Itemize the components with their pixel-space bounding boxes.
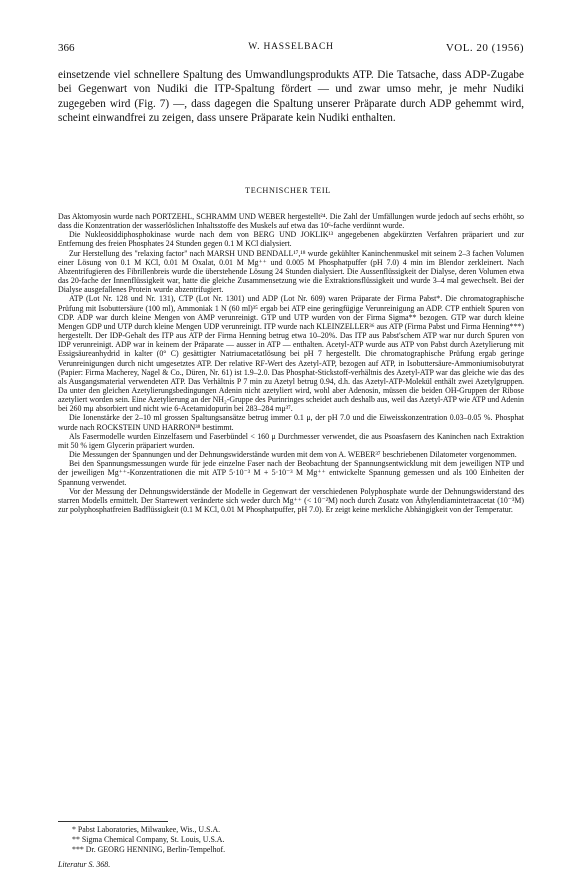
paragraph-fasermodelle: Als Fasermodelle wurden Einzelfasern und Faserbündel < 160 μ Durchmesser verwendet, die aus Psoasfasern des Kaninchen nach Extraktion mit 50 % igem Glycerin präpariert wurden. bbox=[58, 431, 524, 450]
footnote-pabst: * Pabst Laboratories, Milwaukee, Wis., U.S.A. bbox=[72, 825, 221, 834]
running-title: W. HASSELBACH bbox=[248, 42, 334, 52]
technical-section-body bbox=[58, 212, 524, 514]
section-heading: TECHNISCHER TEIL bbox=[245, 186, 331, 195]
page-header bbox=[58, 42, 524, 60]
paragraph-nucleotides: ATP (Lot Nr. 128 und Nr. 131), CTP (Lot Nr. 1301) und ADP (Lot Nr. 609) waren Präparate der Firma Pabst*. Die chromatographische Prüfung mit Isobuttersäure (100 ml), Ammoniak 1 N (60 ml)³⁵ ergab bei ATP eine geringfügige Verunreinigung an ADP. CTP enthielt Spuren von CDP. ADP war durch kleine Mengen von AMP verunreinigt. GTP und UTP wurden von der Firma Sigma** bezogen. GTP war durch kleine Mengen GDP und UTP durch kleine Mengen UDP verunreinigt. ITP wurde nach KLEINZELLER³⁶ aus ATP (Firma Pabst und Firma Henning***) hergestellt. Der IDP-Gehalt des ITP aus ATP der Firma Henning betrug etwa 10–20%. Das ITP aus Pabst'schem ATP war nur durch Spuren von IDP verunreinigt. ADP war in keinem der Präparate — ausser in ATP — enthalten. Acetyl-ATP wurde aus ATP von Pabst durch Azetylierung mit Essigsäureanhydrid in kalter (0° C) gesättigter Natriumacetatlösung bei pH 7 hergestellt. Die chromatographische Prüfung ergab geringe Verunreinigungen durch nicht umgesetztes ATP. Der relative RF-Wert des Azetyl-ATP, bezogen auf ATP, in Isobuttersäure-Ammoniumisobutyrat (Papier: Firma Macherey, Nagel & Co., Düren, Nr. 61) ist 1.9–2.0. Das Phosphat-Stickstoff-verhältnis des Azetyl-ATP war das gleiche wie das des als Ausgangsmaterial verwendeten ATP. Das Verhältnis P 7 min zu Azetyl betrug 0.94, d.h. das Azetyl-ATP-Molekül enthält zwei Azetylgruppen. Da unter den gleichen Azetylierungsbedingungen Adenin nicht azetyliert wird, wohl aber Adenosin, müssen die beiden OH-Gruppen der Ribose azetyliert worden sein. Eine Azetylierung an der NH₂-Gruppe des Purinringes scheidet auch deshalb aus, weil das Azetyl-ATP wie ATP und Adenin bei 260 mμ absorbiert und nicht wie 6-Acetamidopurin bei 283–284 mμ³⁷. bbox=[58, 294, 524, 414]
paragraph-aktomyosin: Das Aktomyosin wurde nach PORTZEHL, SCHRAMM UND WEBER hergestellt²⁴. Die Zahl der Umfällungen wurde jedoch auf sechs erhöht, so dass die Konzentration der wasserlöslichen Inhaltsstoffe des Muskels auf etwa das 10⁶-fache verdünnt wurde. bbox=[58, 212, 524, 231]
volume-label: VOL. 20 (1956) bbox=[445, 42, 524, 54]
footnote-sigma: ** Sigma Chemical Company, St. Louis, U.S.A. bbox=[72, 835, 225, 844]
footnotes bbox=[72, 825, 524, 855]
paragraph-dehnungswiderstand: Vor der Messung der Dehnungswiderstände der Modelle in Gegenwart der verschiedenen Polyphosphate wurde der Dehnungswiderstand des starren Modells ermittelt. Der Starrewert veränderte sich weder durch Mg⁺⁺ (< 10⁻²M) noch durch Zusatz von Äthylendiamintetraacetat (10⁻³M) zur polyphosphatfreien Badflüssigkeit (0.1 M KCl, 0.01 M Phosphatpuffer, pH 7.0). Er zeigt keine merkliche Abhängigkeit von der Temperatur. bbox=[58, 486, 524, 514]
footnote-henning: *** Dr. GEORG HENNING, Berlin-Tempelhof. bbox=[72, 845, 226, 854]
paragraph-nukleosid: Die Nukleosiddiphosphokinase wurde nach dem von BERG UND JOKLIK¹³ angegebenen abgekürzten Verfahren präpariert und zur Entfernung des freien Phosphates 24 Stunden gegen 0.1 M KCl dialysiert. bbox=[58, 230, 524, 249]
paragraph-dilatometer: Die Messungen der Spannungen und der Dehnungswiderstände wurden mit dem von A. WEBER³⁷ beschriebenen Dilatometer vorgenommen. bbox=[69, 450, 517, 460]
paragraph-ionenstaerke: Die Ionenstärke der 2–10 ml grossen Spaltungsansätze betrug immer 0.1 μ, der pH 7.0 und die Eiweisskonzentration 0.03–0.05 %. Phosphat wurde nach ROCKSTEIN UND HARRON³⁸ bestimmt. bbox=[58, 413, 524, 432]
lead-paragraph: einsetzende viel schnellere Spaltung des Umwandlungsprodukts ATP. Die Tatsache, dass ADP-Zugabe bei Gegenwart von Nudiki die ITP-Spaltung fördert — und zwar umso mehr, je mehr Nudiki zugegeben wird (Fig. 7) —, dass dagegen die Spaltung unserer Präparate durch ADP gehemmt wird, scheint einwandfrei zu zeigen, dass unsere Präparate kein Nudiki enthalten. bbox=[58, 69, 524, 125]
literature-reference: Literatur S. 368. bbox=[58, 860, 111, 869]
paragraph-relaxing-factor: Zur Herstellung des "relaxing factor" nach MARSH UND BENDALL¹⁷,¹⁸ wurde gekühlter Kaninchenmuskel mit seinem 2–3 fachen Volumen einer Lösung von 0.1 M KCl, 0.01 M Oxalat, 0.01 M Mg⁺⁺ und 0.005 M Phosphatpuffer (pH 7.0) 4 min im Blendor zerkleinert. Nach Abzentrifugieren des Fibrillenbreis wurde die überstehende Lösung 24 Stunden dialysiert. Die Aussenflüssigkeit der Dialyse, deren Volumen etwa das 20-fache der Innenflüssigkeit war, hatte die gleiche Zusammensetzung wie die Extraktionsflüssigkeit und wurde 3–4 mal gewechselt. Bei der Dialyse ausgefallenes Protein wurde abzentrifugiert. bbox=[58, 248, 524, 295]
paragraph-spannungsmessungen: Bei den Spannungsmessungen wurde für jede einzelne Faser nach der Beobachtung der Spannungsentwicklung mit dem jeweiligen NTP und der jeweiligen Mg⁺⁺-Konzentrationen die mit ATP 5·10⁻³ M + 5·10⁻³ M Mg⁺⁺ entwickelte Spannung gemessen und als 100 Einheiten der Spannung verwendet. bbox=[58, 459, 524, 487]
page-number: 366 bbox=[58, 42, 75, 54]
footnote-rule bbox=[58, 821, 168, 822]
